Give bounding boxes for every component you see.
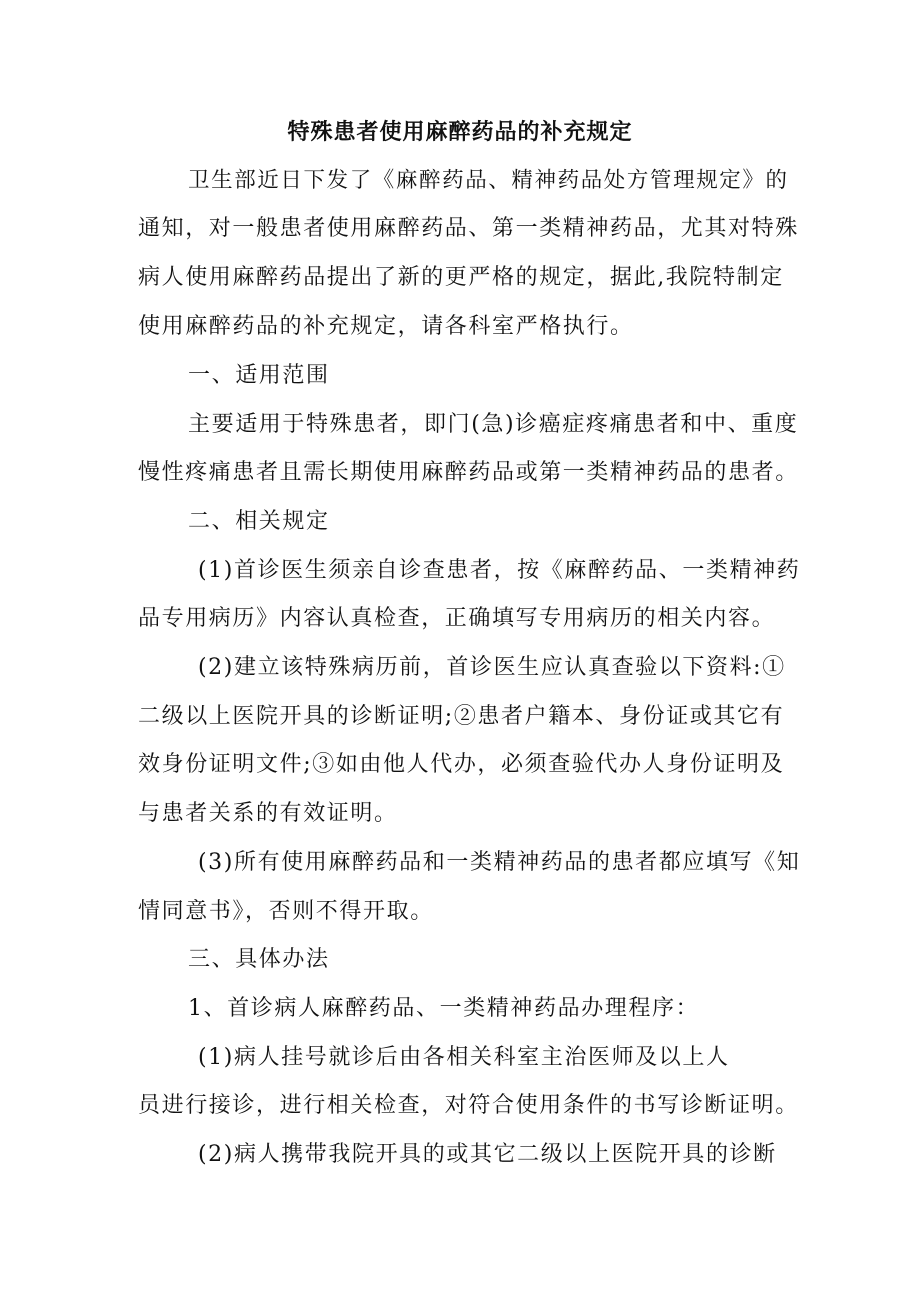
paragraph-line: 使用麻醉药品的补充规定，请各科室严格执行。 [138, 314, 634, 339]
paragraph-line: 卫生部近日下发了《麻醉药品、精神药品处方管理规定》的 [188, 168, 789, 193]
section-heading: 三、具体办法 [188, 947, 330, 972]
paragraph-line: 通知，对一般患者使用麻醉药品、第一类精神药品，尤其对特殊 [138, 216, 799, 241]
paragraph-line: (2)建立该特殊病历前，首诊医生应认真查验以下资料:① [198, 655, 786, 680]
paragraph-line: 与患者关系的有效证明。 [138, 801, 398, 826]
document-title: 特殊患者使用麻醉药品的补充规定 [287, 119, 633, 145]
paragraph-line: (1)病人挂号就诊后由各相关科室主治医师及以上人 [198, 1045, 730, 1070]
paragraph-line: (1)首诊医生须亲自诊查患者，按《麻醉药品、一类精神药 [198, 558, 801, 583]
paragraph-line: 二级以上医院开具的诊断证明;②患者户籍本、身份证或其它有 [138, 704, 785, 729]
paragraph-line: 病人使用麻醉药品提出了新的更严格的规定，据此,我院特制定 [138, 265, 784, 290]
paragraph-line: 慢性疼痛患者且需长期使用麻醉药品或第一类精神药品的患者。 [138, 460, 799, 485]
paragraph-line: 主要适用于特殊患者，即门(急)诊癌症疼痛患者和中、重度 [188, 412, 799, 437]
paragraph-line: 品专用病历》内容认真检查，正确填写专用病历的相关内容。 [138, 606, 776, 631]
paragraph-line: (2)病人携带我院开具的或其它二级以上医院开具的诊断 [198, 1142, 777, 1167]
paragraph-line: 员进行接诊，进行相关检查，对符合使用条件的书写诊断证明。 [138, 1093, 799, 1118]
paragraph-line: (3)所有使用麻醉药品和一类精神药品的患者都应填写《知 [198, 850, 801, 875]
section-heading: 一、适用范围 [188, 363, 330, 388]
subsection-heading: 1、首诊病人麻醉药品、一类精神药品办理程序： [188, 996, 700, 1021]
section-heading: 二、相关规定 [188, 509, 330, 534]
paragraph-line: 情同意书》，否则不得开取。 [138, 899, 434, 924]
paragraph-line: 效身份证明文件;③如由他人代办，必须查验代办人身份证明及 [138, 752, 785, 777]
